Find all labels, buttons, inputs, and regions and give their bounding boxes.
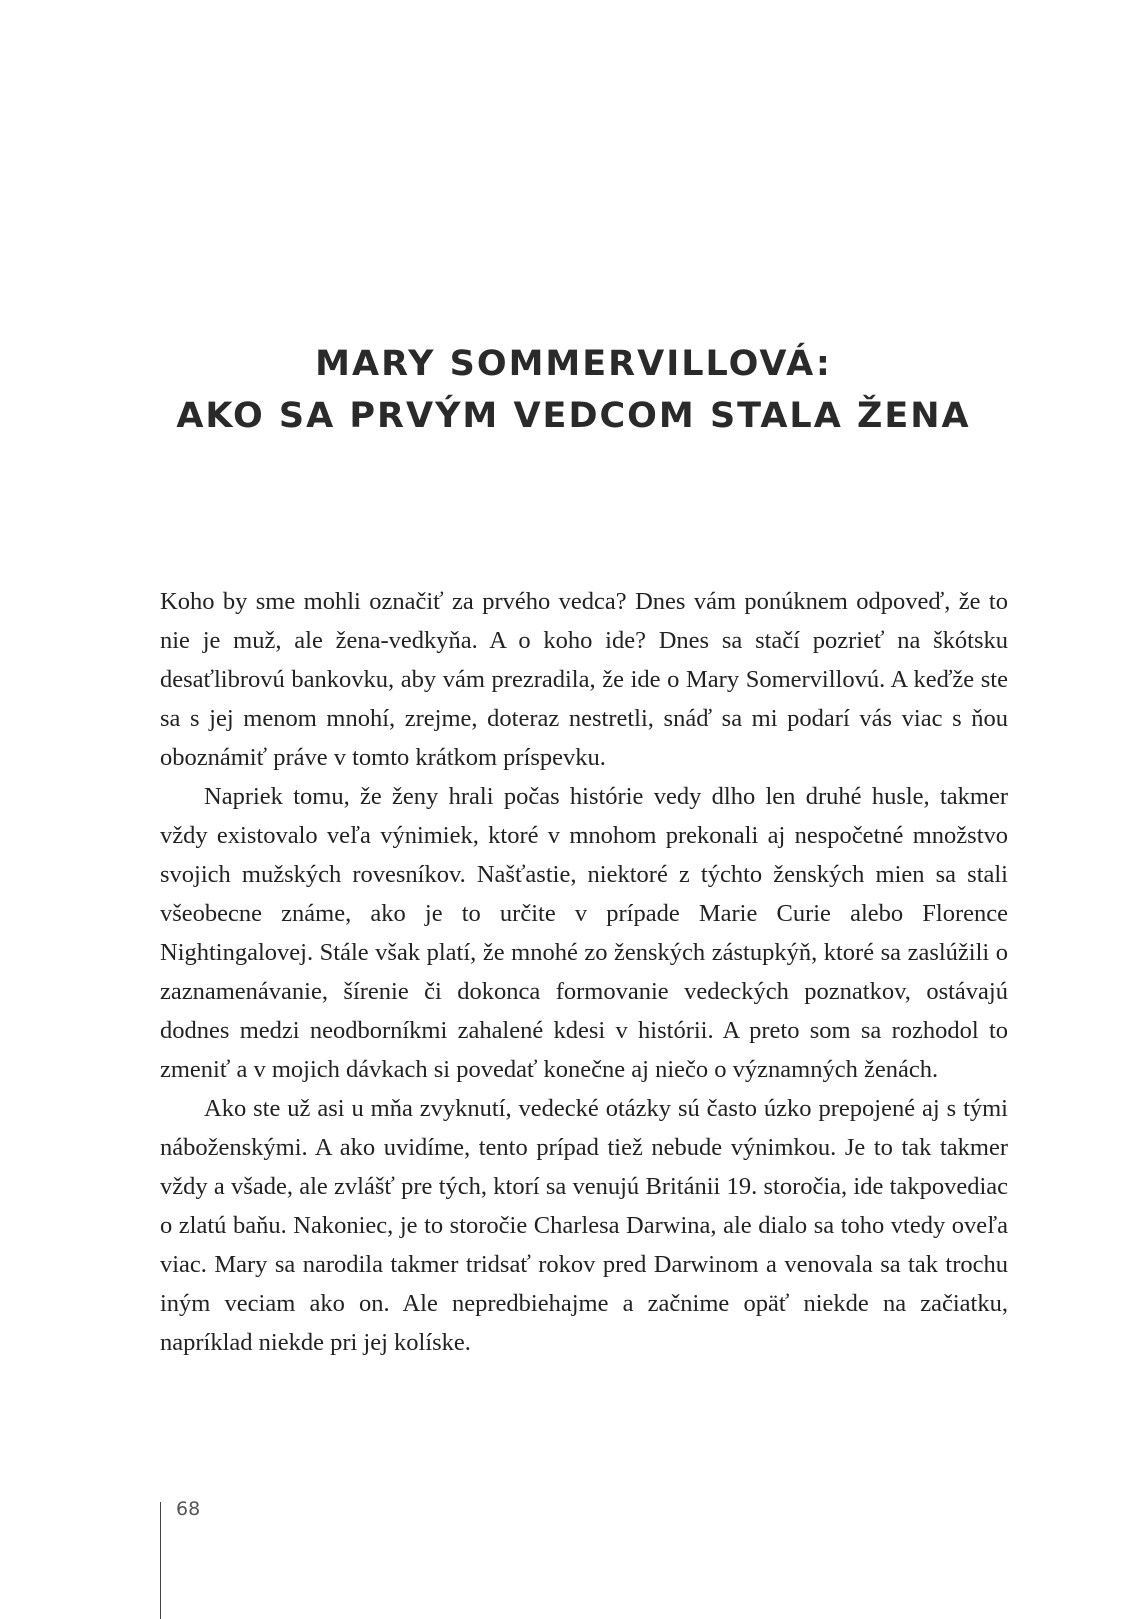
chapter-body bbox=[160, 582, 1008, 1362]
paragraph-3: Ako ste už asi u mňa zvyknutí, vedecké otázky sú často úzko prepojené aj s tými náboženskými. A ako uvidíme, tento prípad tiež nebude výnimkou. Je to tak takmer vždy a všade, ale zvlášť pre tých, ktorí sa venujú Británii 19. storočia, ide takpovediac o zlatú baňu. Nakoniec, je to storočie Charlesa Darwina, ale dialo sa toho vtedy oveľa viac. Mary sa narodila takmer tridsať rokov pred Darwinom a venovala sa tak trochu iným veciam ako on. Ale nepredbiehajme a začnime opäť niekde na začiatku, napríklad niekde pri jej kolíske. bbox=[160, 1095, 1008, 1356]
chapter-title-line-2: AKO SA PRVÝM VEDCOM STALA ŽENA bbox=[176, 396, 971, 436]
chapter-title bbox=[0, 338, 1147, 442]
margin-rule bbox=[160, 1502, 161, 1619]
page-number: 68 bbox=[176, 1498, 201, 1520]
paragraph-2: Napriek tomu, že ženy hrali počas histórie vedy dlho len druhé husle, takmer vždy existovalo veľa výnimiek, ktoré v mnohom prekonali aj nespočetné množstvo svojich mužských rovesníkov. Našťastie, niektoré z týchto ženských mien sa stali všeobecne známe, ako je to určite v prípade Marie Curie alebo Florence Nightingalovej. Stále však platí, že mnohé zo ženských zástupkýň, ktoré sa zaslúžili o zaznamenávanie, šírenie či dokonca formovanie vedeckých poznatkov, ostávajú dodnes medzi neodborníkmi zahalené kdesi v histórii. A preto som sa rozhodol to zmeniť a v mojich dávkach si povedať konečne aj niečo o významných ženách. bbox=[160, 783, 1008, 1083]
paragraph-1: Koho by sme mohli označiť za prvého vedca? Dnes vám ponúknem odpoveď, že to nie je muž, ale žena-vedkyňa. A o koho ide? Dnes sa stačí pozrieť na škótsku desaťlibrovú bankovku, aby vám prezradila, že ide o Mary Somervillovú. A keďže ste sa s jej menom mnohí, zrejme, doteraz nestretli, snáď sa mi podarí vás viac s ňou oboznámiť práve v tomto krátkom príspevku. bbox=[160, 588, 1008, 771]
chapter-title-line-1: MARY SOMMERVILLOVÁ: bbox=[315, 344, 832, 384]
